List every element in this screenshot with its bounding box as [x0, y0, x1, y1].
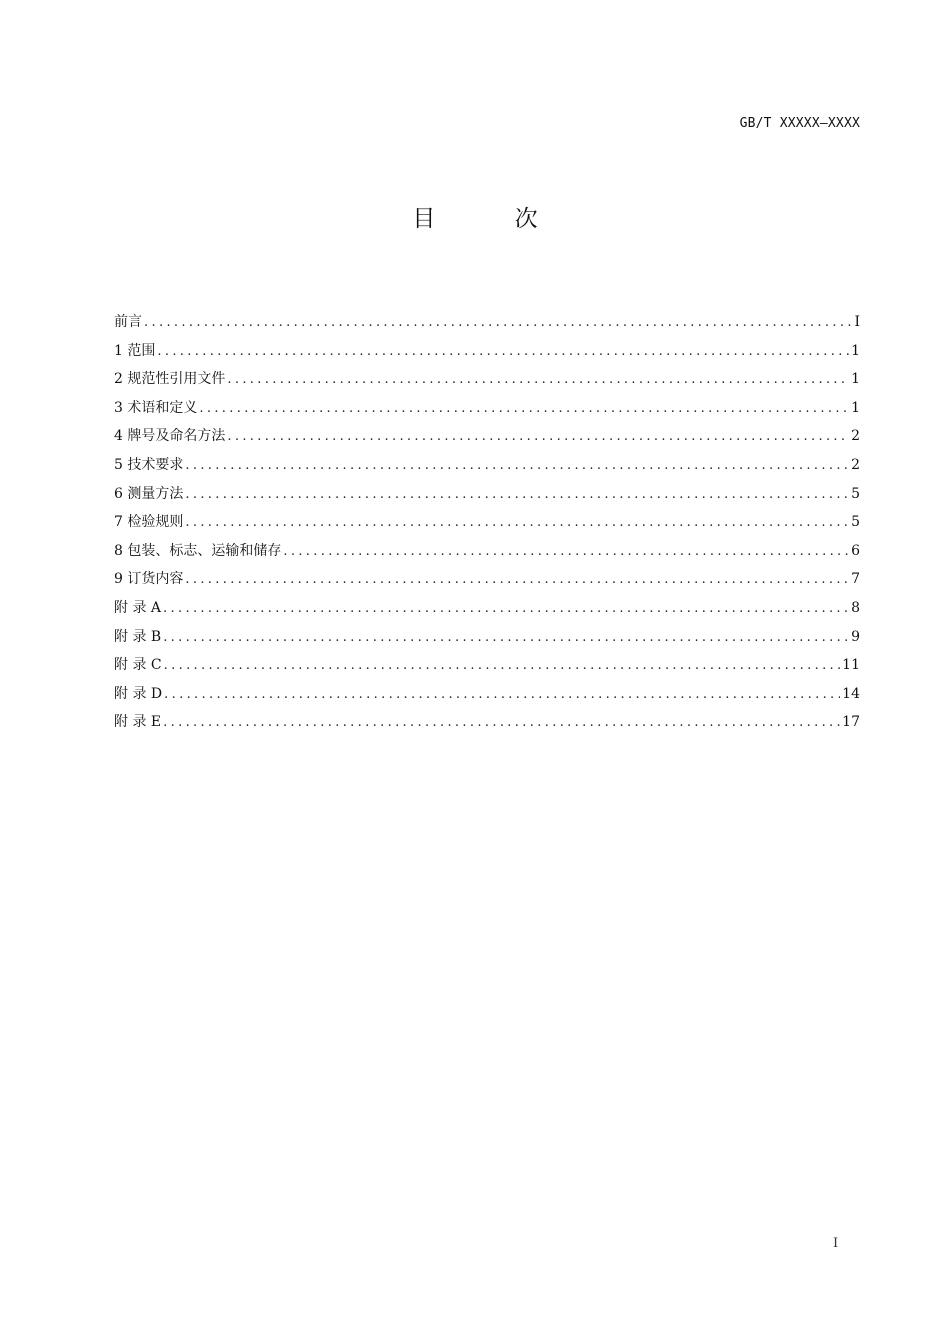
toc-entry-label: 附 录 B: [114, 628, 162, 645]
toc-entry-page: 1: [851, 371, 860, 388]
toc-entry-page: 7: [851, 571, 860, 588]
toc-entry-ordering-content[interactable]: [114, 568, 860, 597]
toc-entry-technical-requirements[interactable]: [114, 454, 860, 483]
toc-entry-label: 前言: [114, 314, 142, 330]
toc-entry-normative-references[interactable]: [114, 368, 860, 397]
toc-entry-page: 17: [842, 714, 860, 731]
toc-title: 目 次: [412, 206, 574, 232]
toc-entry-label: 7 检验规则: [114, 514, 184, 531]
toc-entry-label: 5 技术要求: [114, 456, 184, 473]
toc-entry-label: 4 牌号及命名方法: [114, 428, 226, 445]
toc-entry-page: 9: [851, 628, 860, 645]
toc-leader-dots: [144, 315, 852, 330]
toc-leader-dots: [164, 658, 841, 673]
toc-entry-label: 附 录 C: [114, 657, 162, 674]
toc-entry-appendix-b[interactable]: [114, 626, 860, 655]
toc-leader-dots: [164, 687, 840, 702]
toc-leader-dots: [163, 715, 840, 730]
toc-entry-appendix-a[interactable]: [114, 597, 860, 626]
toc-entry-terms-definitions[interactable]: [114, 397, 860, 426]
standard-code: GB/T XXXXX—XXXX: [739, 116, 860, 131]
toc-leader-dots: [199, 401, 849, 416]
toc-entry-inspection-rules[interactable]: [114, 511, 860, 540]
toc-leader-dots: [185, 458, 849, 473]
toc-entry-page: 1: [851, 342, 860, 359]
toc-entry-page: 11: [842, 657, 860, 674]
toc-entry-appendix-d[interactable]: [114, 683, 860, 712]
toc-entry-label: 9 订货内容: [114, 571, 184, 588]
toc-entry-grades-naming[interactable]: [114, 425, 860, 454]
toc-entry-page: 2: [851, 428, 860, 445]
toc-entry-label: 附 录 E: [114, 714, 162, 731]
toc-leader-dots: [157, 344, 849, 359]
toc-leader-dots: [227, 429, 849, 444]
toc-leader-dots: [163, 630, 849, 645]
toc-entry-appendix-e[interactable]: [114, 711, 860, 740]
toc-entry-foreword[interactable]: [114, 311, 860, 340]
toc-entry-label: 3 术语和定义: [114, 399, 198, 416]
toc-leader-dots: [283, 544, 849, 559]
toc-entry-label: 8 包装、标志、运输和储存: [114, 542, 282, 559]
toc-entry-packaging-marking[interactable]: [114, 540, 860, 569]
toc-entry-appendix-c[interactable]: [114, 654, 860, 683]
toc-leader-dots: [163, 601, 849, 616]
toc-leader-dots: [185, 515, 849, 530]
toc-entry-label: 1 范围: [114, 342, 156, 359]
toc-entry-scope[interactable]: [114, 340, 860, 369]
toc-entry-label: 附 录 A: [114, 599, 162, 616]
toc-entry-label: 2 规范性引用文件: [114, 371, 226, 388]
toc-entry-page: 5: [851, 514, 860, 531]
toc-entry-page: 5: [851, 485, 860, 502]
toc-leader-dots: [185, 572, 849, 587]
toc-entry-label: 6 测量方法: [114, 485, 184, 502]
toc-leader-dots: [185, 487, 849, 502]
toc-entry-measurement-methods[interactable]: [114, 483, 860, 512]
table-of-contents: [114, 311, 860, 740]
toc-entry-page: 14: [842, 685, 860, 702]
toc-leader-dots: [227, 372, 849, 387]
toc-entry-page: 8: [851, 599, 860, 616]
toc-entry-page: 2: [851, 456, 860, 473]
toc-entry-page: 1: [851, 399, 860, 416]
toc-entry-page: I: [854, 314, 860, 330]
page-number: I: [833, 1236, 839, 1251]
toc-entry-page: 6: [851, 542, 860, 559]
toc-entry-label: 附 录 D: [114, 685, 163, 702]
